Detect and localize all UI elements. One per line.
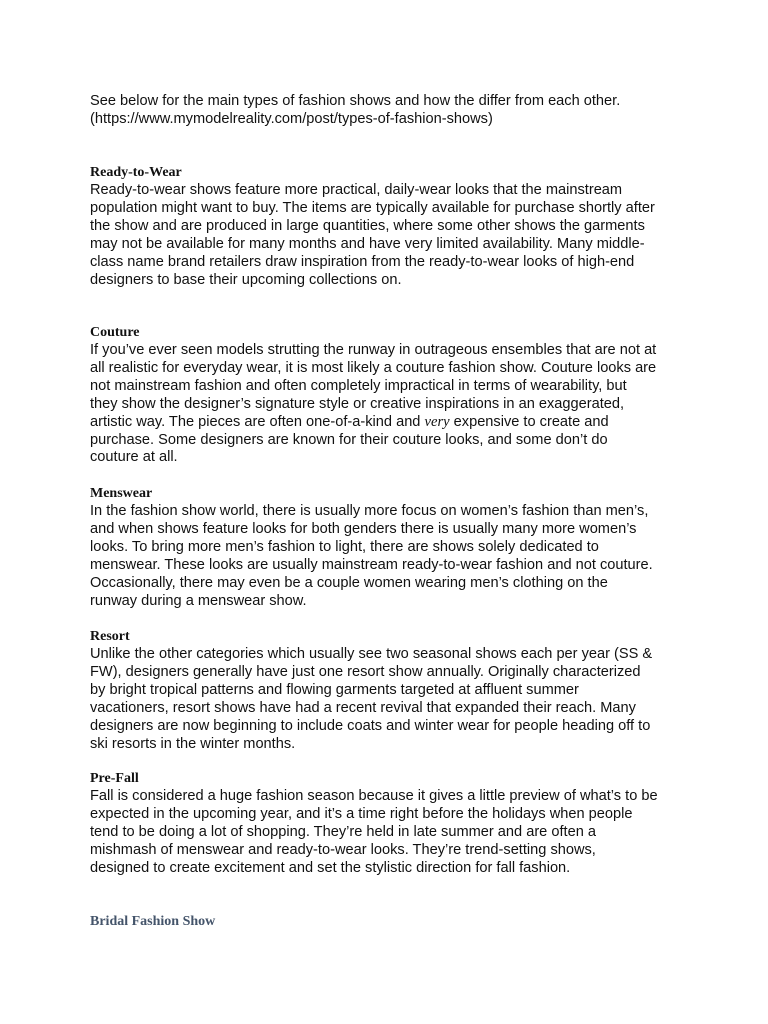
paragraph-menswear: In the fashion show world, there is usually more focus on women’s fashion than men’s, and when shows feature looks for both genders there is usually many more women’s looks. To bring more men’s fashion to light, there are shows solely dedicated to menswear. These looks are usually mainstream ready-to-wear fashion and not couture. Occasionally, there may even be a couple women wearing men’s clothing on the runway during a menswear show. [90,503,653,609]
paragraph-pre-fall: Fall is considered a huge fashion season because it gives a little preview of what’s to be expected in the upcoming year, and it’s a time right before the holidays when people tend to be doing a lot of shopping. They’re held in late summer and are often a mishmash of menswear and ready-to-wear looks. They’re trend-setting shows, designed to create excitement and set the stylistic direction for fall fashion. [90,788,658,876]
section-pre-fall [90,770,690,878]
heading-pre-fall: Pre-Fall [90,771,139,786]
section-resort [90,628,690,753]
heading-bridal-fashion-show: Bridal Fashion Show [90,914,216,929]
heading-menswear: Menswear [90,486,153,501]
paragraph-couture [90,342,690,467]
heading-resort: Resort [90,629,130,644]
intro-text: See below for the main types of fashion shows and how the differ from each other. [90,93,621,109]
section-menswear [90,485,690,610]
heading-ready-to-wear: Ready-to-Wear [90,165,182,180]
intro-block [90,93,690,129]
couture-emphasis: very [424,413,450,430]
heading-couture: Couture [90,325,140,340]
section-bridal [90,913,690,931]
section-couture [90,324,690,467]
couture-text-part-1: If you’ve ever seen models strutting the runway in outrageous ensembles that are not at all realistic for everyday wear, it is most likely a couture fashion show. Couture looks are not mainstream fashion and often completely impractical in terms of wearability, but they show the designer’s signature style or creative inspirations in an exaggerated, artistic way. The pieces are often one-of-a-kind and [90,342,657,430]
paragraph-ready-to-wear: Ready-to-wear shows feature more practical, daily-wear looks that the mainstream population might want to buy. The items are typically available for purchase shortly after the show and are produced in large quantities, where some other shows the garments may not be available for many months and have very limited availability. Many middle- class name brand retailers draw inspiration from the ready-to-wear looks of high-end designers to base their upcoming collections on. [90,182,655,288]
paragraph-resort: Unlike the other categories which usually see two seasonal shows each per year (SS & FW), designers generally have just one resort show annually. Originally characterized by bright tropical patterns and flowing garments targeted at affluent summer vacationers, resort shows have had a recent revival that expanded their reach. Many designers are now beginning to include coats and winter wear for people heading off to ski resorts in the winter months. [90,646,653,752]
source-link[interactable]: (https://www.mymodelreality.com/post/types-of-fashion-shows) [90,110,493,127]
section-ready-to-wear [90,164,690,289]
couture-text-part-2: expensive to create and purchase. Some designers are known for their couture looks, and some don’t do couture at all. [90,413,609,466]
